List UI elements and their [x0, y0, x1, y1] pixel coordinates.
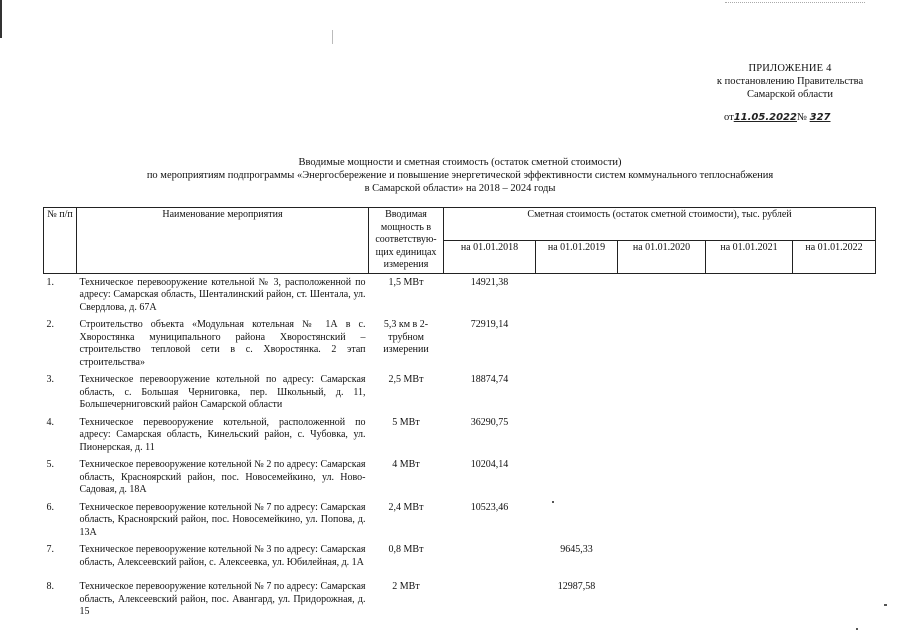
row-num: 1. — [46, 276, 54, 288]
row-cost-2020 — [618, 541, 706, 578]
row-capacity: 2,5 МВт — [388, 374, 424, 385]
title-line-2: по мероприятиям подпрограммы «Энергосбережение и повышение энергетической эффективности систем коммунального теплоснабжения — [146, 170, 774, 181]
table-row — [44, 499, 876, 542]
header-name: Наименование мероприятия — [77, 208, 369, 274]
row-cost-2020 — [618, 316, 706, 371]
header-capacity: Вводимая мощность в соответствую-щих единицах измерения — [369, 208, 444, 274]
row-cost-2018: 18874,74 — [470, 374, 509, 385]
row-name: Техническое перевооружение котельной № 7 по адресу: Самарская область, Красноярский район, пос. Новосемейкино, ул. Попова, д. 13А — [79, 501, 366, 538]
row-cost-2019 — [536, 316, 618, 371]
row-cost-2021 — [706, 578, 793, 621]
row-name: Техническое перевооружение котельной № 3, расположенной по адресу: Самарская область, Шенталинский район, ст. Шентала, ул. Свердлова, д. 67А — [79, 276, 366, 313]
row-cost-2018: 72919,14 — [470, 319, 509, 330]
row-cost-2019 — [536, 499, 618, 542]
row-cost-2018: 36290,75 — [470, 416, 509, 428]
row-cost-2022 — [793, 273, 876, 316]
table-row — [44, 414, 876, 457]
row-num: 4. — [46, 416, 54, 428]
header-date-2021: на 01.01.2021 — [706, 240, 793, 273]
title-line-3: в Самарской области» на 2018 – 2024 годы — [364, 183, 556, 194]
row-cost-2022 — [793, 414, 876, 457]
row-num: 7. — [46, 544, 54, 555]
row-num: 2. — [46, 319, 54, 330]
row-capacity: 0,8 МВт — [388, 544, 424, 555]
row-cost-2020 — [618, 273, 706, 316]
cost-table — [43, 207, 876, 621]
row-cost-2022 — [793, 499, 876, 542]
scan-noise-tick — [332, 30, 333, 44]
row-capacity: 1,5 МВт — [388, 276, 424, 288]
appendix-region-line: Самарской области — [747, 89, 833, 100]
appendix-decree-line: к постановлению Правительства — [716, 76, 864, 87]
row-num: 6. — [46, 501, 54, 513]
row-cost-2019 — [536, 414, 618, 457]
row-cost-2021 — [706, 499, 793, 542]
row-num: 5. — [46, 459, 54, 470]
scan-speck — [552, 501, 554, 503]
row-cost-2019 — [536, 273, 618, 316]
header-date-2020: на 01.01.2020 — [618, 240, 706, 273]
table-row — [44, 578, 876, 621]
table-row — [44, 541, 876, 578]
scan-speck — [856, 628, 858, 630]
table-row — [44, 273, 876, 316]
row-capacity: 5,3 км в 2-трубном измерении — [383, 319, 429, 355]
row-name: Техническое перевооружение котельной № 2 по адресу: Самарская область, Красноярский район, пос. Новосемейкино, ул. Ново-Садовая, д. 18А — [79, 459, 366, 495]
row-capacity: 2,4 МВт — [388, 501, 424, 513]
header-cost-group: Сметная стоимость (остаток сметной стоимости), тыс. рублей — [444, 208, 876, 241]
row-cost-2022 — [793, 456, 876, 499]
row-cost-2018: 10204,14 — [470, 459, 509, 470]
handwritten-number: 327 — [809, 112, 831, 123]
number-label: № — [796, 112, 807, 123]
row-name: Строительство объекта «Модульная котельная № 1А в с. Хворостянка муниципального района Хворостянский – строительство тепловой сети в с. Хворостянка. 2 этап строительства» — [79, 319, 366, 368]
row-capacity: 2 МВт — [392, 581, 420, 592]
row-cost-2020 — [618, 414, 706, 457]
row-cost-2020 — [618, 578, 706, 621]
scan-noise — [725, 2, 865, 6]
header-date-2022: на 01.01.2022 — [793, 240, 876, 273]
row-cost-2018 — [444, 578, 536, 621]
row-cost-2019: 12987,58 — [557, 581, 596, 592]
appendix-label: ПРИЛОЖЕНИЕ 4 — [748, 63, 832, 74]
row-cost-2020 — [618, 499, 706, 542]
decree-date-line — [724, 112, 870, 123]
scan-edge-mark — [0, 0, 2, 38]
row-cost-2019 — [536, 371, 618, 414]
table-row — [44, 371, 876, 414]
row-cost-2019 — [536, 456, 618, 499]
row-cost-2020 — [618, 371, 706, 414]
header-date-2018: на 01.01.2018 — [444, 240, 536, 273]
handwritten-date: 11.05.2022 — [733, 112, 797, 123]
row-name: Техническое перевооружение котельной, расположенной по адресу: Самарская область, Кинельский район, с. Чубовка, ул. Пионерская, д. 11 — [79, 416, 366, 453]
row-capacity: 4 МВт — [392, 459, 420, 470]
row-cost-2021 — [706, 273, 793, 316]
row-cost-2022 — [793, 541, 876, 578]
row-cost-2021 — [706, 541, 793, 578]
row-cost-2020 — [618, 456, 706, 499]
row-num: 8. — [46, 581, 54, 592]
from-label: от — [724, 112, 734, 123]
row-num: 3. — [46, 374, 54, 385]
row-capacity: 5 МВт — [392, 416, 420, 428]
row-cost-2022 — [793, 316, 876, 371]
row-cost-2018: 10523,46 — [470, 501, 509, 513]
row-name: Техническое перевооружение котельной № 7 по адресу: Самарская область, Алексеевский район, пос. Авангард, ул. Придорожная, д. 15 — [79, 581, 366, 617]
document-title — [100, 156, 820, 195]
row-name: Техническое перевооружение котельной по адресу: Самарская область, с. Большая Черниговка, пер. Школьный, д. 11, Большечерниговский район Самарской области — [79, 374, 366, 410]
row-cost-2018: 14921,38 — [470, 276, 509, 288]
row-cost-2019: 9645,33 — [560, 544, 593, 555]
row-cost-2022 — [793, 371, 876, 414]
table-row — [44, 316, 876, 371]
row-cost-2018 — [444, 541, 536, 578]
scan-speck — [884, 604, 887, 606]
row-cost-2021 — [706, 414, 793, 457]
header-num: № п/п — [44, 208, 77, 274]
row-cost-2021 — [706, 456, 793, 499]
title-line-1: Вводимые мощности и сметная стоимость (остаток сметной стоимости) — [298, 157, 622, 168]
table-row — [44, 456, 876, 499]
row-cost-2021 — [706, 316, 793, 371]
appendix-header — [690, 62, 890, 101]
row-name: Техническое перевооружение котельной № 3 по адресу: Самарская область, Алексеевский район, с. Алексеевка, ул. Юбилейная, д. 1А — [79, 544, 366, 568]
header-date-2019: на 01.01.2019 — [536, 240, 618, 273]
row-cost-2022 — [793, 578, 876, 621]
row-cost-2021 — [706, 371, 793, 414]
